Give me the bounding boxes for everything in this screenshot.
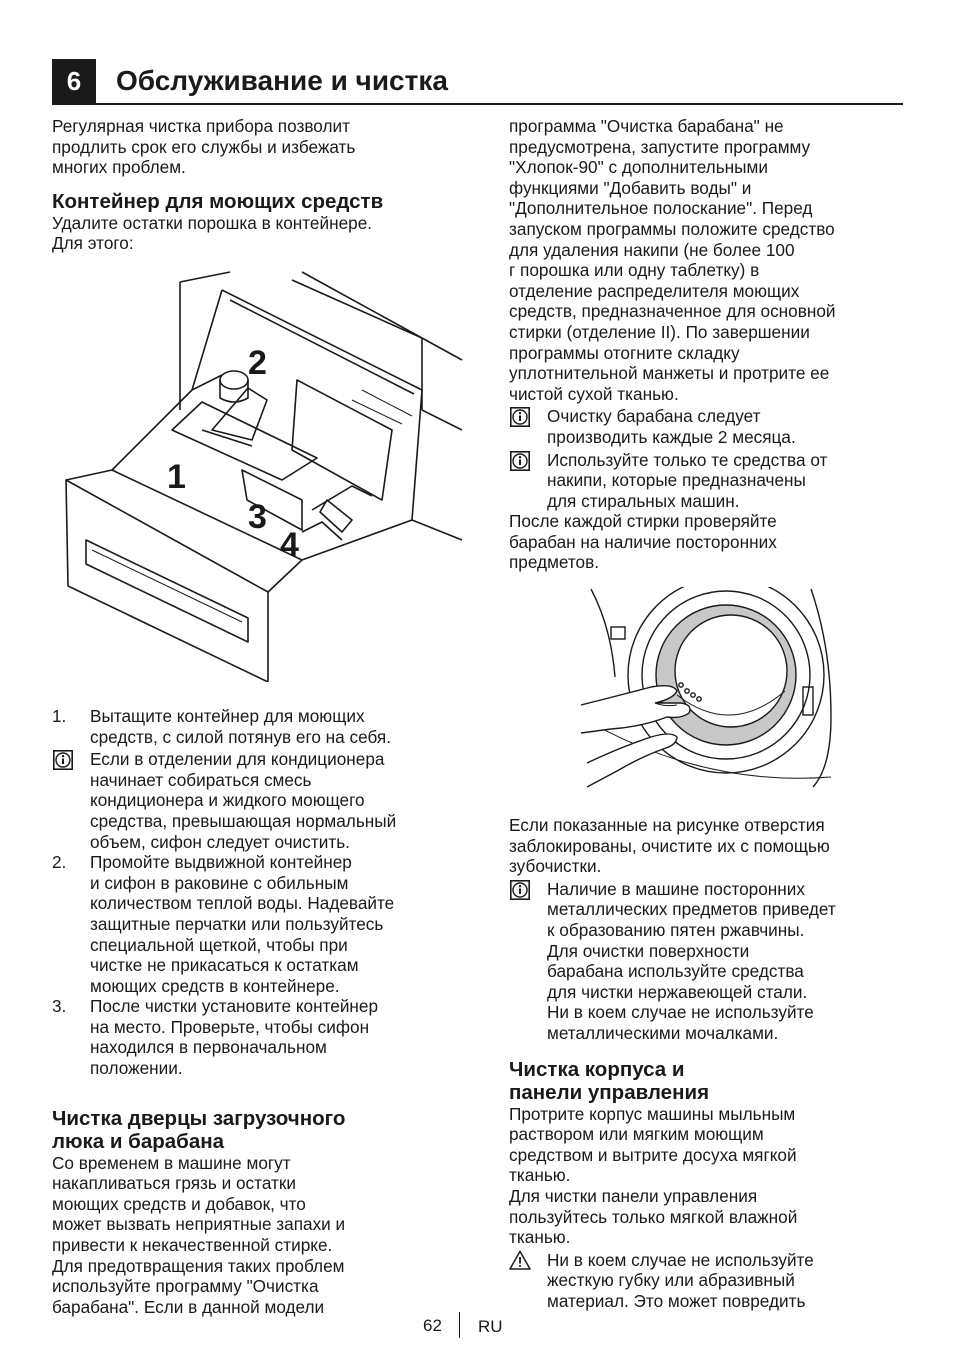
left-column bbox=[52, 116, 464, 1317]
step-2-number: 2. bbox=[52, 852, 67, 873]
hand-upper bbox=[581, 686, 690, 733]
step-2-text: Промойте выдвижной контейнер и сифон в раковине с обильным количеством теплой воды. Надевайте защитные перчатки или пользуйтесь специальной щеткой, чтобы при чистке не прикасаться к остаткам моющих средств в контейнере. bbox=[90, 852, 395, 996]
step-2 bbox=[52, 852, 464, 996]
drum-program-text: программа "Очистка барабана" не предусмотрена, запустите программу "Хлопок-90" с дополнительными функциями "Добавить воды" и "Дополнительное полоскание". Перед запуском программы положите средство для удаления накипи (не более 100 г порошка или одну таблетку) в отделение распределителя моющих средств, предназначенное для основной стирки (отделение II). По завершении программы отогните складку уплотнительной манжеты и протрите ее чистой сухой тканью. bbox=[509, 116, 836, 404]
note-metal-objects-text: Наличие в машине посторонних металлических предметов приведет к образованию пятен ржавчины. Для очистки поверхности барабана используйте средства для чистки нержавеющей стали. Ни в коем случае не используйте металлическими мочалками. bbox=[547, 878, 836, 1043]
section-title: Обслуживание и чистка bbox=[116, 65, 448, 96]
warning-abrasive bbox=[509, 1250, 909, 1312]
note-descaler-text: Используйте только те средства от накипи, которые предназначены для стиральных машин. bbox=[547, 449, 828, 511]
note-drum-interval bbox=[509, 406, 909, 447]
intro-paragraph: Регулярная чистка прибора позволит продлить срок его службы и избежать многих проблем. bbox=[52, 116, 356, 178]
step-1-number: 1. bbox=[52, 705, 67, 726]
warning-abrasive-text: Ни в коем случае не используйте жесткую губку или абразивный материал. Это может повредить bbox=[547, 1249, 814, 1311]
note-descaler bbox=[509, 450, 909, 512]
door-heading: Чистка дверцы загрузочного люка и барабана bbox=[52, 1106, 346, 1153]
info-icon bbox=[510, 451, 530, 471]
drawer-front-panel bbox=[66, 480, 268, 682]
step-3-text: После чистки установите контейнер на место. Проверьте, чтобы сифон находился в первоначальном положении. bbox=[90, 996, 379, 1079]
section-header bbox=[52, 59, 903, 105]
panel-text: Для чистки панели управления пользуйтесь только мягкой влажной тканью. bbox=[509, 1185, 798, 1248]
info-icon bbox=[53, 750, 73, 770]
figure-label-3: 3 bbox=[248, 497, 267, 536]
note-metal-objects bbox=[509, 879, 909, 1044]
step-1-text: Вытащите контейнер для моющих средств, с силой потянув его на себя. bbox=[90, 705, 392, 747]
warning-icon bbox=[509, 1250, 531, 1270]
note-drum-interval-text: Очистку барабана следует производить каждые 2 месяца. bbox=[547, 406, 796, 447]
figure-label-1: 1 bbox=[167, 457, 186, 496]
step-1 bbox=[52, 706, 464, 747]
right-column bbox=[509, 116, 909, 1312]
page-number: 62 bbox=[423, 1316, 442, 1335]
drawer-handle bbox=[86, 540, 248, 642]
container-text: Удалите остатки порошка в контейнере. Для этого: bbox=[52, 212, 373, 254]
detergent-drawer-illustration bbox=[52, 270, 464, 682]
container-heading: Контейнер для моющих средств bbox=[52, 189, 384, 213]
hand-lower bbox=[587, 734, 677, 787]
after-wash-text: После каждой стирки проверяйте барабан на наличие посторонних предметов. bbox=[509, 511, 777, 573]
info-icon bbox=[510, 407, 530, 427]
footer-divider bbox=[459, 1312, 460, 1338]
figure-label-2: 2 bbox=[248, 343, 267, 382]
note-siphon bbox=[52, 749, 464, 852]
holes-text: Если показанные на рисунке отверстия заблокированы, очистите их с помощью зубочистки. bbox=[509, 815, 830, 877]
figure-label-4: 4 bbox=[280, 525, 299, 564]
step-3 bbox=[52, 996, 464, 1078]
info-icon bbox=[510, 880, 530, 900]
language-code: RU bbox=[478, 1317, 503, 1336]
drum-opening bbox=[675, 615, 787, 727]
body-text: Протрите корпус машины мыльным раствором или мягким моющим средством и вытрите досуха мягкой тканью. bbox=[509, 1103, 797, 1186]
note-siphon-text: Если в отделении для кондиционера начинает собираться смесь кондиционера и жидкого моющего средства, превышающая нормальный объем, сифон следует очистить. bbox=[90, 749, 397, 852]
drum-door-illustration bbox=[581, 587, 841, 807]
step-3-number: 3. bbox=[52, 996, 67, 1017]
door-text: Со временем в машине могут накапливаться грязь и остатки моющих средств и добавок, что может вызвать неприятные запахи и привести к некачественной стирке. Для предотвращения таких проблем используйте программу "Очистка барабана". Если в данной модели bbox=[52, 1152, 346, 1317]
section-number: 6 bbox=[52, 59, 96, 103]
body-heading: Чистка корпуса и панели управления bbox=[509, 1057, 710, 1104]
